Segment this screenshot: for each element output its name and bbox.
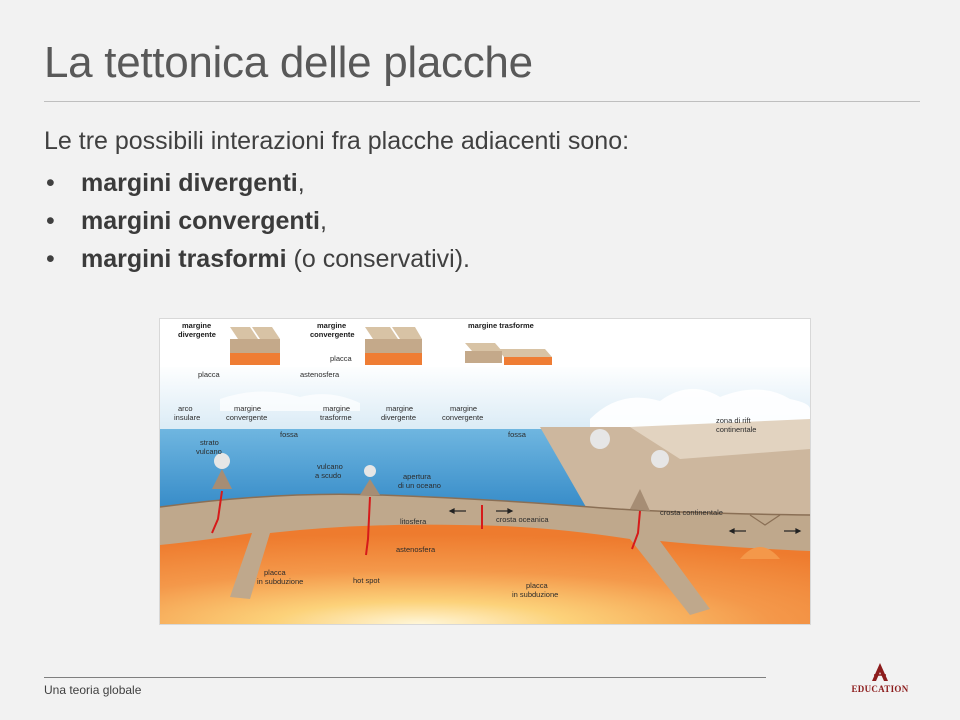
label-mt-2: trasforme bbox=[320, 413, 352, 422]
ash-cloud bbox=[651, 450, 669, 468]
bullet-dot: • bbox=[46, 169, 55, 197]
bullet-dot: • bbox=[46, 207, 55, 235]
bullet-bold: margini divergenti bbox=[81, 169, 298, 197]
label-md-2: divergente bbox=[381, 413, 417, 422]
label-crosta-continentale: crosta continentale bbox=[660, 508, 723, 517]
label-apertura-2: di un oceano bbox=[398, 481, 441, 490]
ash-cloud bbox=[364, 465, 376, 477]
label-hot-spot: hot spot bbox=[353, 576, 380, 585]
label-sub1-1: placca bbox=[264, 568, 286, 577]
bullet-list bbox=[44, 164, 470, 278]
label-mt-1: margine bbox=[323, 404, 351, 413]
title-divider bbox=[44, 101, 920, 102]
label-fossa-2: fossa bbox=[508, 430, 526, 439]
label-apertura-1: apertura bbox=[403, 472, 431, 481]
footer-divider bbox=[44, 677, 766, 678]
illustration-svg bbox=[160, 319, 810, 624]
intro-text: Le tre possibili interazioni fra placche adiacenti sono: bbox=[44, 127, 630, 155]
footer-section-title: Una teoria globale bbox=[44, 683, 142, 697]
bullet-rest: , bbox=[319, 207, 327, 235]
bullet-dot: • bbox=[46, 245, 55, 273]
convergent-block bbox=[365, 327, 422, 365]
ash-cloud bbox=[590, 429, 610, 449]
bullet-item bbox=[44, 202, 470, 240]
bullet-rest: , bbox=[297, 169, 305, 197]
label-sub2-2: in subduzione bbox=[512, 590, 559, 599]
header-convergent-line2: convergente bbox=[310, 330, 355, 339]
label-vulcano-2: a scudo bbox=[315, 471, 342, 480]
header-divergent-line1: margine bbox=[182, 321, 212, 330]
bullet-bold: margini trasformi bbox=[81, 245, 287, 273]
label-astenosfera: astenosfera bbox=[396, 545, 436, 554]
label-placca-top: placca bbox=[330, 354, 352, 363]
label-astenosfera-top: astenosfera bbox=[300, 370, 340, 379]
label-rift-1: zona di rift bbox=[716, 416, 751, 425]
slide-title: La tettonica delle placche bbox=[44, 38, 533, 87]
label-arco-1: arco bbox=[178, 404, 193, 413]
label-vulcano-1: vulcano bbox=[317, 462, 343, 471]
label-placca-left: placca bbox=[198, 370, 220, 379]
label-mc2-1: margine bbox=[450, 404, 478, 413]
label-mc1-2: convergente bbox=[226, 413, 268, 422]
header-divergent-line2: divergente bbox=[178, 330, 216, 339]
header-transform: margine trasforme bbox=[468, 321, 534, 330]
label-crosta-oceanica: crosta oceanica bbox=[496, 515, 549, 524]
bullet-bold: margini convergenti bbox=[81, 207, 320, 235]
bullet-rest: (o conservativi). bbox=[286, 245, 470, 273]
label-sub2-1: placca bbox=[526, 581, 548, 590]
label-litosfera: litosfera bbox=[400, 517, 427, 526]
label-mc2-2: convergente bbox=[442, 413, 484, 422]
label-strato-1: strato bbox=[200, 438, 219, 447]
label-rift-2: continentale bbox=[716, 425, 757, 434]
label-sub1-2: in subduzione bbox=[257, 577, 304, 586]
bullet-item bbox=[44, 240, 470, 278]
label-mc1-1: margine bbox=[234, 404, 262, 413]
label-fossa-1: fossa bbox=[280, 430, 298, 439]
plate-tectonics-illustration bbox=[159, 318, 811, 625]
label-strato-2: vulcano bbox=[196, 447, 222, 456]
publisher-logo-icon bbox=[848, 661, 912, 701]
label-arco-2: insulare bbox=[174, 413, 201, 422]
publisher-logo-text: EDUCATION bbox=[851, 684, 909, 694]
header-convergent-line1: margine bbox=[317, 321, 347, 330]
label-md-1: margine bbox=[386, 404, 414, 413]
bullet-item bbox=[44, 164, 470, 202]
